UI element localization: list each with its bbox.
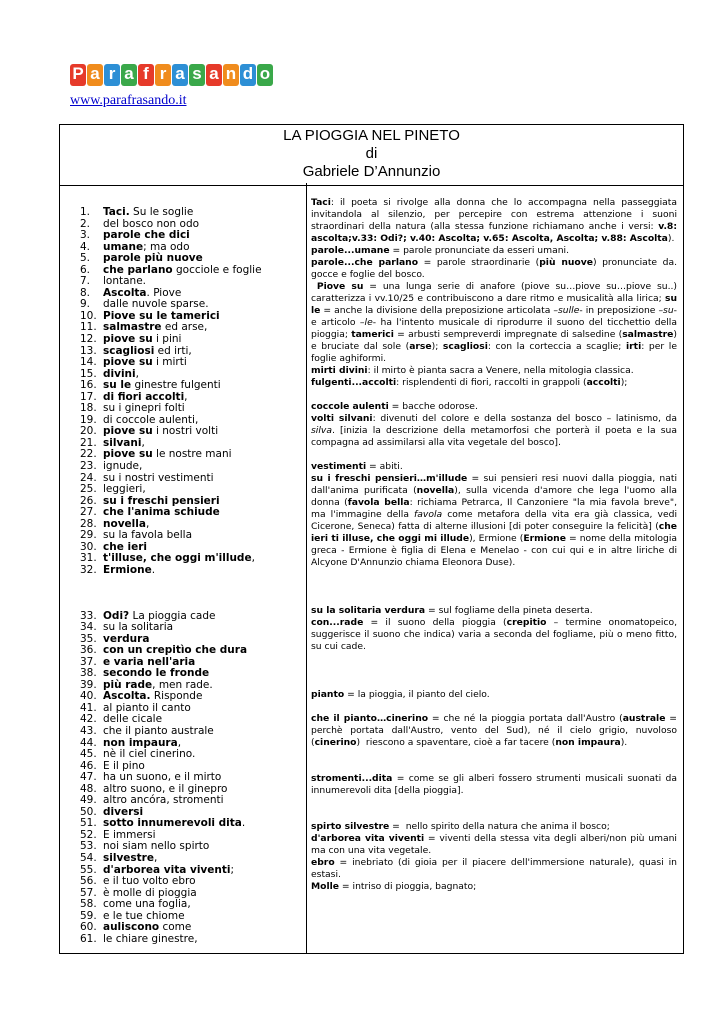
line-number: 12.: [80, 333, 97, 346]
logo-letter: s: [189, 64, 205, 86]
logo-letter: r: [104, 64, 120, 86]
line-number: 29.: [80, 529, 97, 542]
poem-line: 1. Taci. Su le soglie: [80, 206, 194, 218]
line-number: 2.: [80, 217, 91, 230]
poem-line: 33. Odi? La pioggia cade: [80, 609, 216, 622]
poem-line: 18. su i ginepri folti: [80, 402, 185, 415]
poem-line: 44. non impaura,: [80, 736, 182, 749]
poem-line: 53. noi siam nello spirto: [80, 840, 210, 853]
line-number: 49.: [80, 794, 97, 807]
line-number: 22.: [80, 448, 97, 461]
poem-line: 2. del bosco non odo: [80, 217, 200, 230]
line-number: 19.: [80, 413, 97, 426]
poem-line: 34. su la solitaria: [80, 621, 174, 634]
poem-line: 15. divini,: [80, 367, 139, 380]
logo-letter: r: [155, 64, 171, 86]
line-number: 35.: [80, 632, 97, 645]
note-coccole: coccole aulenti = bacche odorose.: [311, 401, 478, 412]
logo-letter: a: [206, 64, 222, 86]
line-number: 54.: [80, 851, 97, 864]
poem-line: 24. su i nostri vestimenti: [80, 471, 214, 484]
poem-line: 39. più rade, men rade.: [80, 678, 213, 691]
line-number: 23.: [80, 460, 97, 473]
poem-line: 41. al pianto il canto: [80, 701, 191, 714]
line-number: 45.: [80, 748, 97, 761]
line-number: 17.: [80, 390, 97, 403]
poem-line: 19. di coccole aulenti,: [80, 413, 199, 426]
line-number: 3.: [80, 229, 91, 242]
note-mirti-divini: mirti divini: il mirto è pianta sacra a Venere, nella mitologia classica.: [311, 365, 634, 376]
line-number: 21.: [80, 436, 97, 449]
line-number: 15.: [80, 367, 97, 380]
line-number: 47.: [80, 771, 97, 784]
logo-letter: a: [172, 64, 188, 86]
line-number: 42.: [80, 713, 97, 726]
poem-line: 40. Ascolta. Risponde: [80, 690, 203, 703]
poem-line: 43. che il pianto australe: [80, 724, 214, 737]
line-number: 39.: [80, 678, 97, 691]
poem-line: 50. diversi: [80, 805, 144, 818]
line-number: 14.: [80, 356, 97, 369]
line-number: 33.: [80, 609, 97, 622]
poem-line: 22. piove su le nostre mani: [80, 448, 232, 461]
poem-line: 21. silvani,: [80, 436, 145, 449]
line-number: 8.: [80, 286, 91, 299]
poem-line: 14. piove su i mirti: [80, 356, 187, 369]
poem-line: 38. secondo le fronde: [80, 667, 210, 680]
poem-line: 35. verdura: [80, 632, 150, 645]
note-freschi-pensieri: su i freschi pensieri…m'illude = sui pensieri resi nuovi dalla pioggia, nati dall'anima purificata (novella), sulla vicenda d'amore che lega l'uomo alla donna (favola bella: richiama Petrarca, Il Canzoniere "la mia favola breve", ma l'immagine della favola come metafora della vita era già classica, vedi Cicerone, Seneca) fatta di alterne illusioni [di poter conseguire la felicità] (che ieri ti illuse, che oggi mi illude), Ermione (Ermione = nome della mitologia greca - Ermione è figlia di Elena e Menelao - con cui qui e in altre liriche di Alcyone D'Annunzio chiama Eleonora Duse).: [311, 473, 678, 568]
note-vestimenti: vestimenti = abiti.: [311, 461, 403, 472]
line-number: 58.: [80, 898, 97, 911]
poem-line: 4. umane; ma odo: [80, 240, 190, 253]
poem-table: [59, 124, 684, 954]
poem-line: 8. Ascolta. Piove: [80, 286, 182, 299]
line-number: 50.: [80, 805, 97, 818]
poem-line: 47. ha un suono, e il mirto: [80, 771, 222, 784]
note-ebro: ebro = inebriato (di gioia per il piacere dell'immersione naturale), quasi in estasi.: [311, 857, 677, 880]
line-number: 57.: [80, 886, 97, 899]
poem-line: 10. Piove su le tamerici: [80, 309, 220, 322]
line-number: 36.: [80, 644, 97, 657]
poem-line: 54. silvestre,: [80, 851, 158, 864]
line-number: 46.: [80, 759, 97, 772]
line-number: 59.: [80, 909, 97, 922]
line-number: 26.: [80, 494, 97, 507]
poem-line: 28. novella,: [80, 517, 150, 530]
note-pianto-cinerino: che il pianto…cinerino = che né la pioggia portata dall'Austro (australe = perchè portata dall'Austro, vento del Sud), né il cielo grigio, nuvoloso (cinerino) riescono a spaventare, cioè a far tacere (non impaura).: [311, 713, 677, 748]
line-number: 25.: [80, 483, 97, 496]
line-number: 56.: [80, 875, 97, 888]
poem-line: 45. nè il ciel cinerino.: [80, 748, 196, 761]
line-number: 9.: [80, 298, 91, 311]
logo-letter: n: [223, 64, 239, 86]
poem-line: 26. su i freschi pensieri: [80, 494, 220, 507]
line-number: 4.: [80, 240, 91, 253]
logo-letter: a: [121, 64, 137, 86]
poem-line: 58. come una foglia,: [80, 898, 191, 911]
poem-line: 13. scagliosi ed irti,: [80, 344, 192, 357]
logo-letter: f: [138, 64, 154, 86]
parafrasando-logo: [70, 64, 274, 92]
note-spirto-silvestre: spirto silvestre = nello spirito della natura che anima il bosco;: [311, 821, 610, 832]
note-solitaria-verdura: su la solitaria verdura = sul fogliame della pineta deserta.: [311, 605, 593, 616]
poem-line: 59. e le tue chiome: [80, 909, 185, 922]
line-number: 61.: [80, 932, 97, 945]
poem-line: 57. è molle di pioggia: [80, 886, 197, 899]
poem-line: 61. le chiare ginestre,: [80, 932, 198, 945]
poem-line: 17. di fiori accolti,: [80, 390, 188, 403]
poem-line: 46. E il pino: [80, 759, 145, 772]
line-number: 55.: [80, 863, 97, 876]
line-number: 38.: [80, 667, 97, 680]
poem-line: 52. E immersi: [80, 828, 156, 841]
poem-line: 27. che l'anima schiude: [80, 506, 220, 519]
logo-letter: P: [70, 64, 86, 86]
line-number: 53.: [80, 840, 97, 853]
line-number: 20.: [80, 425, 97, 438]
poem-line: 36. con un crepitìo che dura: [80, 644, 248, 657]
poem-line: 32. Ermione.: [80, 563, 156, 576]
poem-line: 31. t'illuse, che oggi m'illude,: [80, 552, 255, 565]
poem-column: [80, 207, 305, 945]
note-parole-che-parlano: parole...che parlano = parole straordinarie (più nuove) pronunciate da. gocce e foglie del bosco.: [311, 257, 678, 280]
line-number: 31.: [80, 552, 97, 565]
poem-line: 25. leggieri,: [80, 483, 146, 496]
logo-letter: d: [240, 64, 256, 86]
poem-line: 3. parole che dici: [80, 229, 190, 242]
line-number: 16.: [80, 379, 97, 392]
poem-line: 6. che parlano gocciole e foglie: [80, 263, 262, 276]
line-number: 7.: [80, 275, 91, 288]
note-molle: Molle = intriso di pioggia, bagnato;: [311, 881, 477, 892]
line-number: 40.: [80, 690, 97, 703]
line-number: 13.: [80, 344, 97, 357]
line-number: 60.: [80, 921, 97, 934]
poem-line: 37. e varia nell'aria: [80, 655, 196, 668]
site-link[interactable]: www.parafrasando.it: [70, 93, 187, 108]
poem-title: LA PIOGGIA NEL PINETO: [283, 127, 460, 144]
line-number: 44.: [80, 736, 97, 749]
poem-line: 49. altro ancóra, stromenti: [80, 794, 224, 807]
poem-line: 30. che ieri: [80, 540, 147, 553]
poem-line: 20. piove su i nostri volti: [80, 425, 219, 438]
line-number: 11.: [80, 321, 97, 334]
note-pianto: pianto = la pioggia, il pianto del cielo.: [311, 689, 490, 700]
note-taci: Taci: il poeta si rivolge alla donna che lo accompagna nella passeggiata invitandola al silenzio, per percepire con estrema attenzione i suoni straordinari della natura (alla stessa funzione richiamano anche i versi: v.8: ascolta;v.33: Odi?; v.40: Ascolta; v.65: Ascolta, Ascolta; v.88: Ascolta).: [311, 197, 677, 244]
line-number: 30.: [80, 540, 97, 553]
line-number: 28.: [80, 517, 97, 530]
poem-line: 60. auliscono come: [80, 921, 192, 934]
column-divider: [306, 183, 307, 953]
poem-line: 16. su le ginestre fulgenti: [80, 379, 221, 392]
note-parole-umane: parole...umane = parole pronunciate da esseri umani.: [311, 245, 570, 256]
poem-line: 48. altro suono, e il ginepro: [80, 782, 228, 795]
poem-author: Gabriele D’Annunzio: [302, 163, 441, 180]
line-number: 37.: [80, 655, 97, 668]
line-number: 27.: [80, 506, 97, 519]
line-number: 34.: [80, 621, 97, 634]
line-number: 48.: [80, 782, 97, 795]
line-number: 5.: [80, 252, 91, 265]
line-number: 24.: [80, 471, 97, 484]
line-number: 10.: [80, 309, 97, 322]
poem-line: 23. ignude,: [80, 460, 143, 473]
poem-line: 51. sotto innumerevoli dita.: [80, 817, 246, 830]
title-block: [60, 125, 683, 186]
poem-line: 9. dalle nuvole sparse.: [80, 298, 209, 311]
logo-letter: o: [257, 64, 273, 86]
poem-line: 56. e il tuo volto ebro: [80, 875, 196, 888]
note-crepitio: con...rade = il suono della pioggia (crepitio – termine onomatopeico, suggerisce il suono che indica) varia a seconda del fogliame, più o meno fitto, su cui cade.: [311, 617, 677, 652]
line-number: 32.: [80, 563, 97, 576]
logo-letter: a: [87, 64, 103, 86]
poem-line: 5. parole più nuove: [80, 252, 203, 265]
line-number: 41.: [80, 701, 97, 714]
poem-line: 29. su la favola bella: [80, 529, 193, 542]
line-number: 1.: [80, 206, 91, 218]
line-number: 6.: [80, 263, 91, 276]
note-piove-su: Piove su = una lunga serie di anafore (piove su…piove su…piove su..) caratterizza i vv.10/25 e contribuiscono a dare ritmo e musicalità alla lirica; su le = anche la divisione della preposizione articolata –sulle- in preposizione –su- e articolo –le- ha l'intento musicale di riprodurre il suono del ticchettio della pioggia; tamerici = arbusti sempreverdi impregnate di salsedine (salmastre) e bruciate dal sole (arse); scagliosi: con la corteccia a scaglie; irti: per le foglie aghiformi.: [311, 281, 678, 364]
poem-line: 7. lontane.: [80, 275, 146, 288]
poem-line: 55. d'arborea vita viventi;: [80, 863, 235, 876]
note-arborea-vita: d'arborea vita viventi = viventi della stessa vita degli alberi/non più umani ma con una vita vegetale.: [311, 833, 677, 856]
line-number: 18.: [80, 402, 97, 415]
line-number: 43.: [80, 724, 97, 737]
line-number: 51.: [80, 817, 97, 830]
poem-line: 12. piove su i pini: [80, 333, 182, 346]
note-volti-silvani: volti silvani: divenuti del colore e della sostanza del bosco – latinismo, da silva. [inizia la descrizione della metamorfosi che porterà il poeta e la sua compagna ad assimilarsi alla vita vegetale del bosco].: [311, 413, 677, 448]
poem-line: 42. delle cicale: [80, 713, 163, 726]
note-stromenti: stromenti...dita = come se gli alberi fossero strumenti musicali suonati da innumerevoli dita [della pioggia].: [311, 773, 677, 796]
title-di: di: [365, 145, 378, 162]
poem-line: 11. salmastre ed arse,: [80, 321, 208, 334]
line-number: 52.: [80, 828, 97, 841]
note-fulgenti: fulgenti...accolti: risplendenti di fiori, raccolti in grappoli (accolti);: [311, 377, 628, 388]
notes-column: [311, 197, 677, 893]
